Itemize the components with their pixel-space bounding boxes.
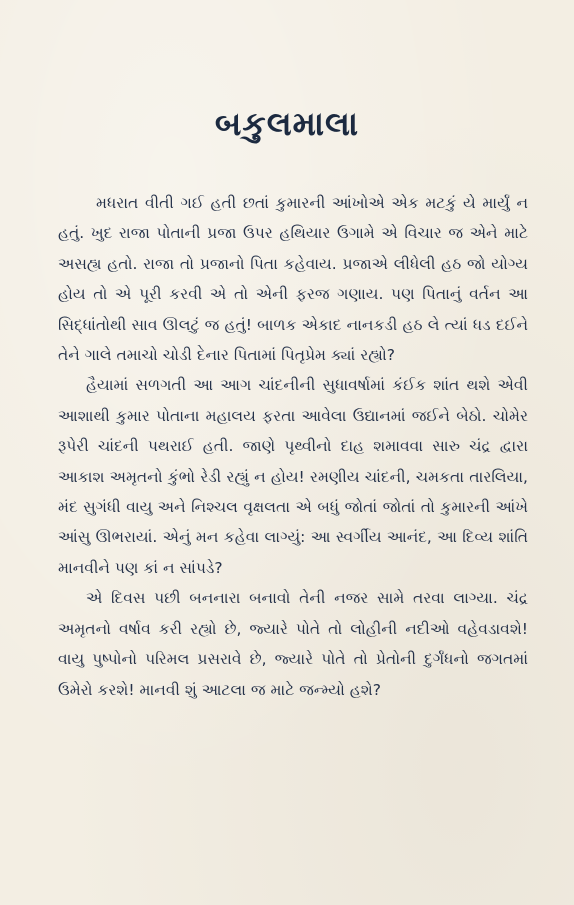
chapter-title: બકુલમાલા: [214, 104, 360, 143]
paragraph-1: મધરાત વીતી ગઈ હતી છતાં કુમારની આંખોએ એક મટકું યે માર્યું ન હતું. ખુદ રાજા પોતાની પ્રજા ઉપર હથિયાર ઉગામે એ વિચાર જ એને માટે અસહ્ય હતો. રાજા તો પ્રજાનો પિતા કહેવાય. પ્રજાએ લીધેલી હઠ જો યોગ્ય હોય તો એ પૂરી કરવી એ તો એની ફરજ ગણાય. પણ પિતાનું વર્તન આ સિદ્ધાંતોથી સાવ ઊલટું જ હતું! બાળક એકાદ નાનકડી હઠ લે ત્યાં ધડ દઈને તેને ગાલે તમાચો ચોડી દેનાર પિતામાં પિતૃપ્રેમ ક્યાં રહ્યો?: [58, 194, 528, 365]
body-text: [58, 188, 528, 705]
paragraph-3: એ દિવસ પછી બનનારા બનાવો તેની નજર સામે તરવા લાગ્યા. ચંદ્ર અમૃતનો વર્ષાવ કરી રહ્યો છે, જ્યારે પોતે તો લોહીની નદીઓ વહેવડાવશે! વાયુ પુષ્પોનો પરિમલ પ્રસરાવે છે, જ્યારે પોતે તો પ્રેતોની દુર્ગંધનો જગતમાં ઉમેરો કરશે! માનવી શું આટલા જ માટે જન્મ્યો હશે?: [58, 589, 528, 699]
paragraph-2: હૈયામાં સળગતી આ આગ ચાંદનીની સુધાવર્ષામાં કંઈક શાંત થશે એવી આશાથી કુમાર પોતાના મહાલય ફરતા આવેલા ઉદ્યાનમાં જઈને બેઠો. ચોમેર રૂપેરી ચાંદની પથરાઈ હતી. જાણે પૃથ્વીનો દાહ શમાવવા સારુ ચંદ્ર દ્વારા આકાશ અમૃતનો કુંભો રેડી રહ્યું ન હોય! રમણીય ચાંદની, ચમકતા તારલિયા, મંદ સુગંધી વાયુ અને નિશ્ચલ વૃક્ષલતા એ બધું જોતાં જોતાં તો કુમારની આંખે આંસુ ઊભરાયાં. એનું મન કહેવા લાગ્યું: આ સ્વર્ગીય આનંદ, આ દિવ્ય શાંતિ માનવીને પણ કાં ન સાંપડે?: [58, 376, 528, 577]
